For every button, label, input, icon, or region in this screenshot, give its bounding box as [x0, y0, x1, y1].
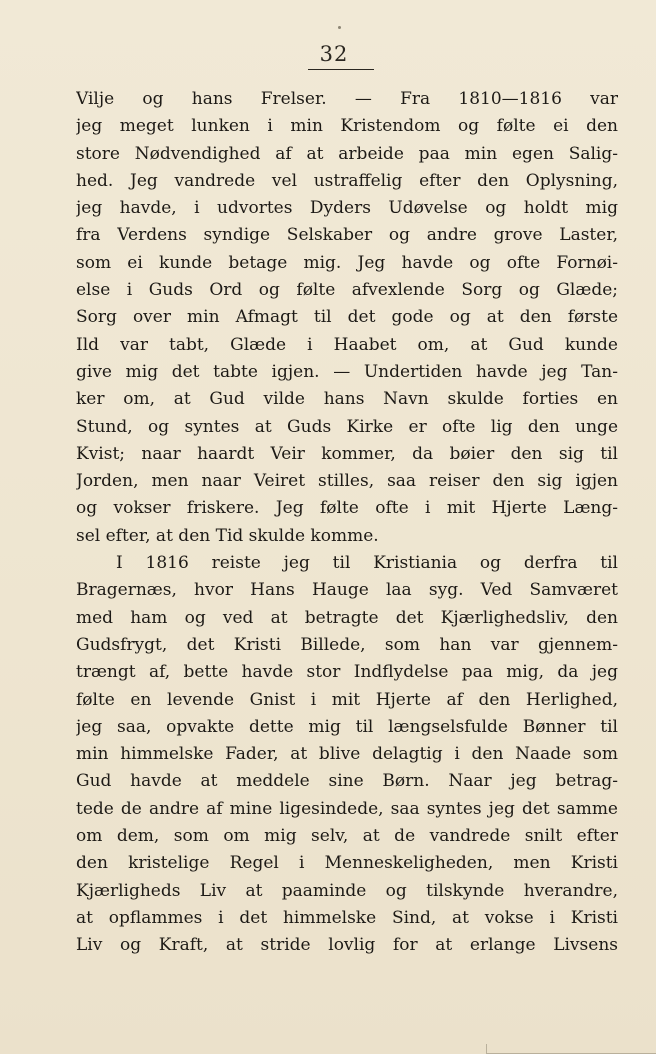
text-line: følte en levende Gnist i mit Hjerte af den Herlighed, — [76, 689, 618, 710]
text-line: Bragernæs, hvor Hans Hauge laa syg. Ved Samværet — [76, 580, 618, 601]
text-line: hed. Jeg vandrede vel ustraffelig efter den Oplysning, — [76, 170, 618, 191]
text-line: jeg meget lunken i min Kristendom og følte ei den — [76, 116, 618, 137]
header-rule — [308, 69, 374, 70]
text-line: at opflammes i det himmelske Sind, at vokse i Kristi — [76, 907, 618, 928]
text-line: tede de andre af mine ligesindede, saa syntes jeg det samme — [76, 798, 618, 819]
body-text — [76, 86, 618, 960]
text-line: trængt af, bette havde stor Indflydelse paa mig, da jeg — [76, 662, 618, 683]
text-line: give mig det tabte igjen. — Undertiden havde jeg Tan- — [76, 361, 618, 382]
text-line: som ei kunde betage mig. Jeg havde og ofte Fornøi- — [76, 252, 618, 273]
text-line: Vilje og hans Frelser. — Fra 1810—1816 var — [76, 89, 618, 109]
text-line: om dem, som om mig selv, at de vandrede snilt efter — [76, 826, 618, 847]
text-line: ker om, at Gud vilde hans Navn skulde forties en — [76, 389, 618, 410]
text-line: og vokser friskere. Jeg følte ofte i mit Hjerte Læng- — [76, 498, 618, 519]
text-line: else i Guds Ord og følte afvexlende Sorg og Glæde; — [76, 280, 618, 301]
text-line: sel efter, at den Tid skulde komme. — [76, 525, 379, 546]
text-line: jeg saa, opvakte dette mig til længselsfulde Bønner til — [76, 716, 618, 737]
text-line: med ham og ved at betragte det Kjærlighedsliv, den — [76, 607, 618, 628]
text-line: Kvist; naar haardt Veir kommer, da bøier den sig til — [76, 443, 618, 464]
page-number: 32 — [319, 42, 349, 66]
text-line: Gud havde at meddele sine Børn. Naar jeg betrag- — [76, 771, 618, 792]
text-line: Liv og Kraft, at stride lovlig for at erlange Livsens — [76, 935, 618, 956]
text-line: min himmelske Fader, at blive delagtig i den Naade som — [76, 744, 618, 765]
text-line: Ild var tabt, Glæde i Haabet om, at Gud kunde — [76, 334, 618, 355]
scan-edge-mark — [486, 1044, 487, 1054]
text-line: den kristelige Regel i Menneskeligheden, men Kristi — [76, 853, 618, 874]
text-line: I 1816 reiste jeg til Kristiania og derfra til — [116, 553, 618, 574]
text-line: Kjærligheds Liv at paaminde og tilskynde hverandre, — [76, 880, 618, 901]
text-line: store Nødvendighed af at arbeide paa min egen Salig- — [76, 143, 618, 164]
text-line: Sorg over min Afmagt til det gode og at den første — [76, 307, 618, 328]
text-line: Gudsfrygt, det Kristi Billede, som han var gjennem- — [76, 634, 618, 655]
text-line: fra Verdens syndige Selskaber og andre grove Laster, — [76, 225, 618, 246]
text-line: jeg havde, i udvortes Dyders Udøvelse og holdt mig — [76, 198, 618, 219]
text-line: Jorden, men naar Veiret stilles, saa reiser den sig igjen — [76, 471, 618, 492]
text-line: Stund, og syntes at Guds Kirke er ofte lig den unge — [76, 416, 618, 437]
paper-speck — [338, 26, 341, 29]
